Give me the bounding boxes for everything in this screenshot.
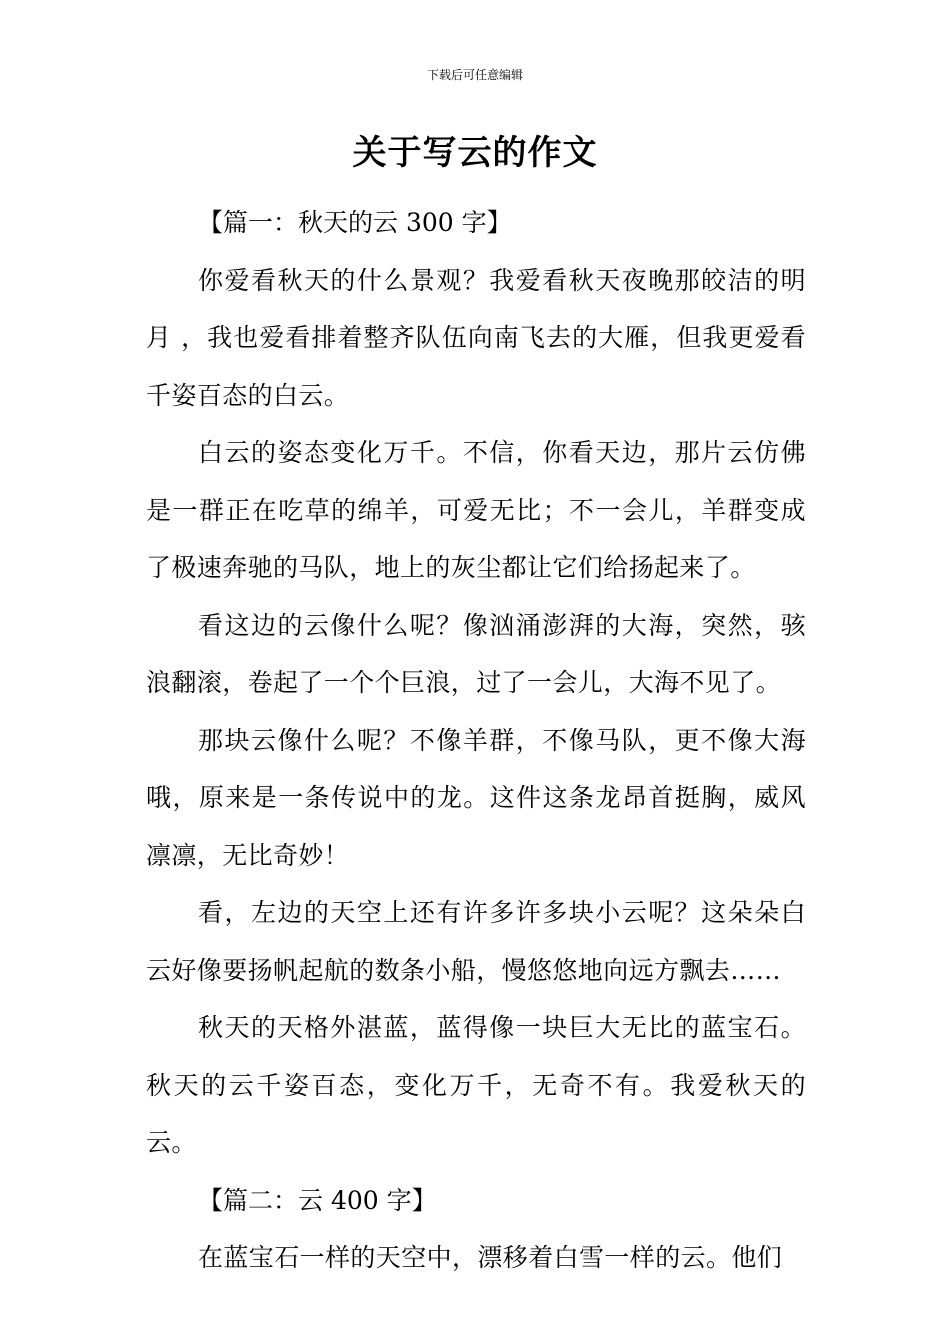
section-heading: 【篇一：秋天的云 300 字】 bbox=[198, 208, 512, 237]
paragraph: 你爱看秋天的什么景观？我爱看秋天夜晚那皎洁的明月 ，我也爱看排着整齐队伍向南飞去的大雁，但我更爱看千姿百态的白云。 bbox=[146, 265, 806, 410]
page-header-note: 下载后可任意编辑 bbox=[426, 68, 523, 82]
paragraph: 在蓝宝石一样的天空中，漂移着白雪一样的云。他们 bbox=[198, 1243, 783, 1272]
paragraph: 看，左边的天空上还有许多许多块小云呢？这朵朵白云好像要扬帆起航的数条小船，慢悠悠地向远方飘去…… bbox=[146, 898, 806, 985]
document-body bbox=[146, 194, 806, 1287]
paragraph: 秋天的天格外湛蓝，蓝得像一块巨大无比的蓝宝石。秋天的云千姿百态，变化万千，无奇不有。我爱秋天的云。 bbox=[146, 1013, 806, 1157]
paragraph: 白云的姿态变化万千。不信，你看天边，那片云仿佛是一群正在吃草的绵羊，可爱无比；不一会儿，羊群变成了极速奔驰的马队，地上的灰尘都让它们给扬起来了。 bbox=[146, 438, 806, 582]
section-2 bbox=[146, 1172, 806, 1287]
section-1 bbox=[146, 194, 806, 1172]
section-heading: 【篇二：云 400 字】 bbox=[198, 1185, 437, 1215]
paragraph: 那块云像什么呢？不像羊群，不像马队，更不像大海哦，原来是一条传说中的龙。这件这条龙昂首挺胸，威风凛凛，无比奇妙！ bbox=[146, 725, 806, 870]
document-title: 关于写云的作文 bbox=[352, 133, 598, 173]
paragraph: 看这边的云像什么呢？像汹涌澎湃的大海，突然，骇浪翻滚，卷起了一个个巨浪，过了一会儿，大海不见了。 bbox=[146, 610, 806, 697]
